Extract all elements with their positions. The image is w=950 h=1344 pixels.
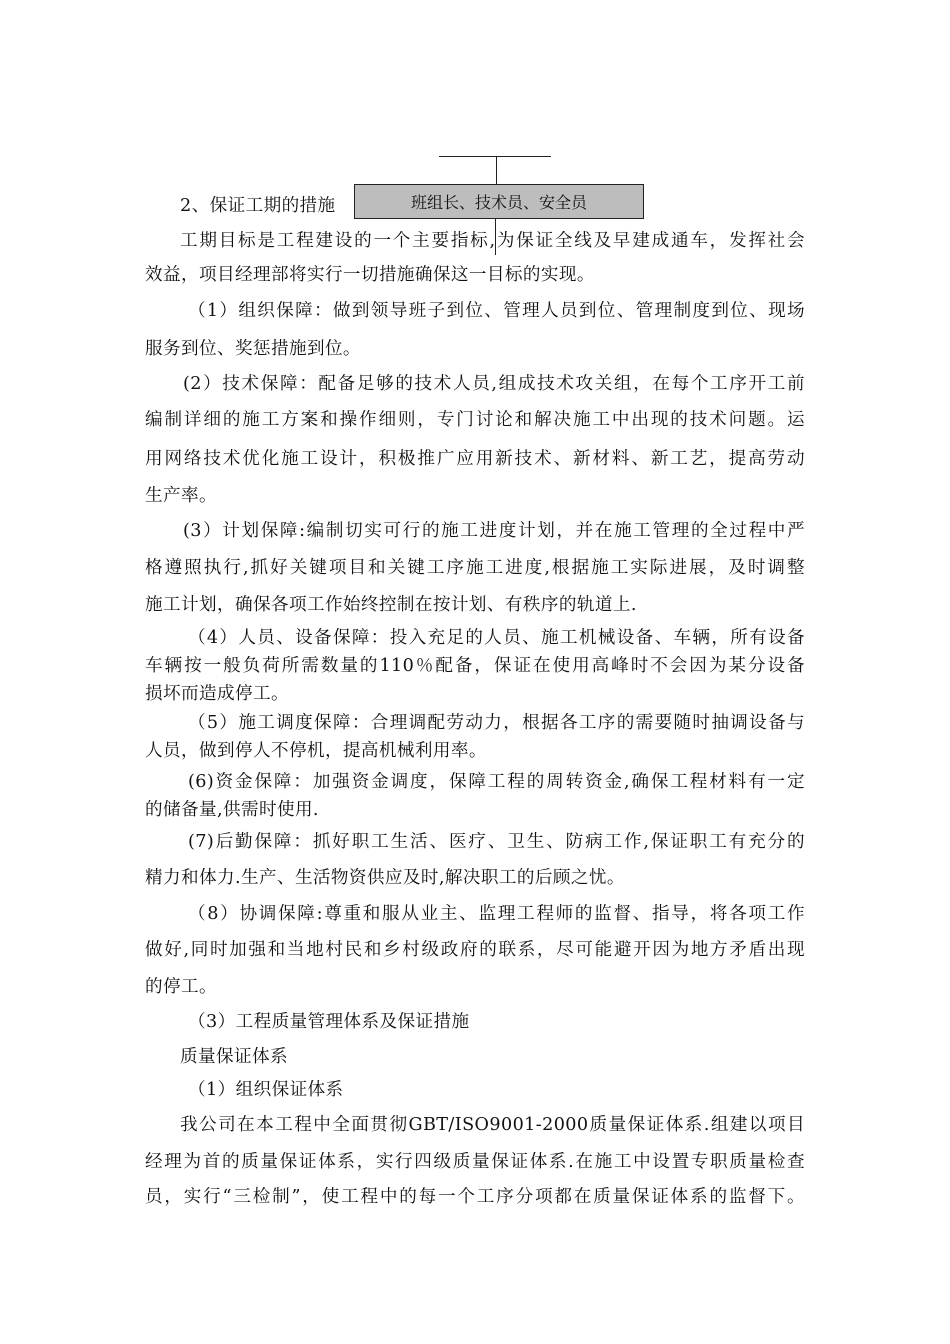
- paragraph-line: 效益，项目经理部将实行一切措施确保这一目标的实现。: [145, 265, 595, 285]
- paragraph-line: （8）协调保障:尊重和服从业主、监理工程师的监督、指导，将各项工作: [188, 904, 805, 924]
- paragraph-line: 的停工。: [145, 977, 217, 997]
- paragraph-line: 编制详细的施工方案和操作细则，专门讨论和解决施工中出现的技术问题。运: [145, 410, 805, 430]
- paragraph-line: (7)后勤保障：抓好职工生活、医疗、卫生、防病工作,保证职工有充分的: [188, 832, 805, 852]
- paragraph-line: 车辆按一般负荷所需数量的110％配备，保证在使用高峰时不会因为某分设备: [145, 656, 805, 676]
- paragraph-line: 格遵照执行,抓好关键项目和关键工序施工进度,根据施工实际进展，及时调整: [145, 558, 805, 578]
- paragraph-line: 工期目标是工程建设的一个主要指标,为保证全线及早建成通车，发挥社会: [180, 231, 805, 251]
- paragraph-line: 损坏而造成停工。: [145, 684, 289, 704]
- paragraph-line: (3）计划保障:编制切实可行的施工进度计划，并在施工管理的全过程中严: [183, 521, 805, 541]
- paragraph-line: 员，实行“三检制”，使工程中的每一个工序分项都在质量保证体系的监督下。: [145, 1187, 805, 1207]
- paragraph-line: (2）技术保障：配备足够的技术人员,组成技术攻关组，在每个工序开工前: [183, 374, 805, 394]
- org-chart-connector-top: [496, 156, 497, 184]
- paragraph-line: 做好,同时加强和当地村民和乡村级政府的联系，尽可能避开因为地方矛盾出现: [145, 940, 805, 960]
- paragraph-line: （4）人员、设备保障：投入充足的人员、施工机械设备、车辆，所有设备: [188, 628, 805, 648]
- paragraph-line: 精力和体力.生产、生活物资供应及时,解决职工的后顾之忧。: [145, 868, 625, 888]
- paragraph-line: （5）施工调度保障：合理调配劳动力，根据各工序的需要随时抽调设备与: [188, 713, 805, 733]
- section-heading: 2、保证工期的措施: [180, 196, 336, 216]
- section-heading: （1）组织保证体系: [188, 1080, 344, 1100]
- paragraph-line: 服务到位、奖惩措施到位。: [145, 339, 361, 359]
- org-chart-box-label: 班组长、技术员、安全员: [410, 193, 587, 212]
- paragraph-line: 施工计划，确保各项工作始终控制在按计划、有秩序的轨道上.: [145, 595, 637, 615]
- paragraph-line: 我公司在本工程中全面贯彻GBT/ISO9001-2000质量保证体系.组建以项目: [180, 1115, 805, 1135]
- paragraph-line: 用网络技术优化施工设计，积极推广应用新技术、新材料、新工艺，提高劳动: [145, 449, 805, 469]
- paragraph-line: （1）组织保障：做到领导班子到位、管理人员到位、管理制度到位、现场: [188, 301, 805, 321]
- paragraph-line: 的储备量,供需时使用.: [145, 800, 319, 820]
- section-heading: 质量保证体系: [180, 1047, 288, 1067]
- paragraph-line: 生产率。: [145, 486, 217, 506]
- paragraph-line: (6)资金保障：加强资金调度，保障工程的周转资金,确保工程材料有一定: [188, 772, 805, 792]
- paragraph-line: 人员，做到停人不停机，提高机械利用率。: [145, 741, 487, 761]
- paragraph-line: 经理为首的质量保证体系，实行四级质量保证体系.在施工中设置专职质量检查: [145, 1152, 805, 1172]
- section-heading: （3）工程质量管理体系及保证措施: [188, 1012, 470, 1032]
- org-chart-top-line: [439, 156, 551, 157]
